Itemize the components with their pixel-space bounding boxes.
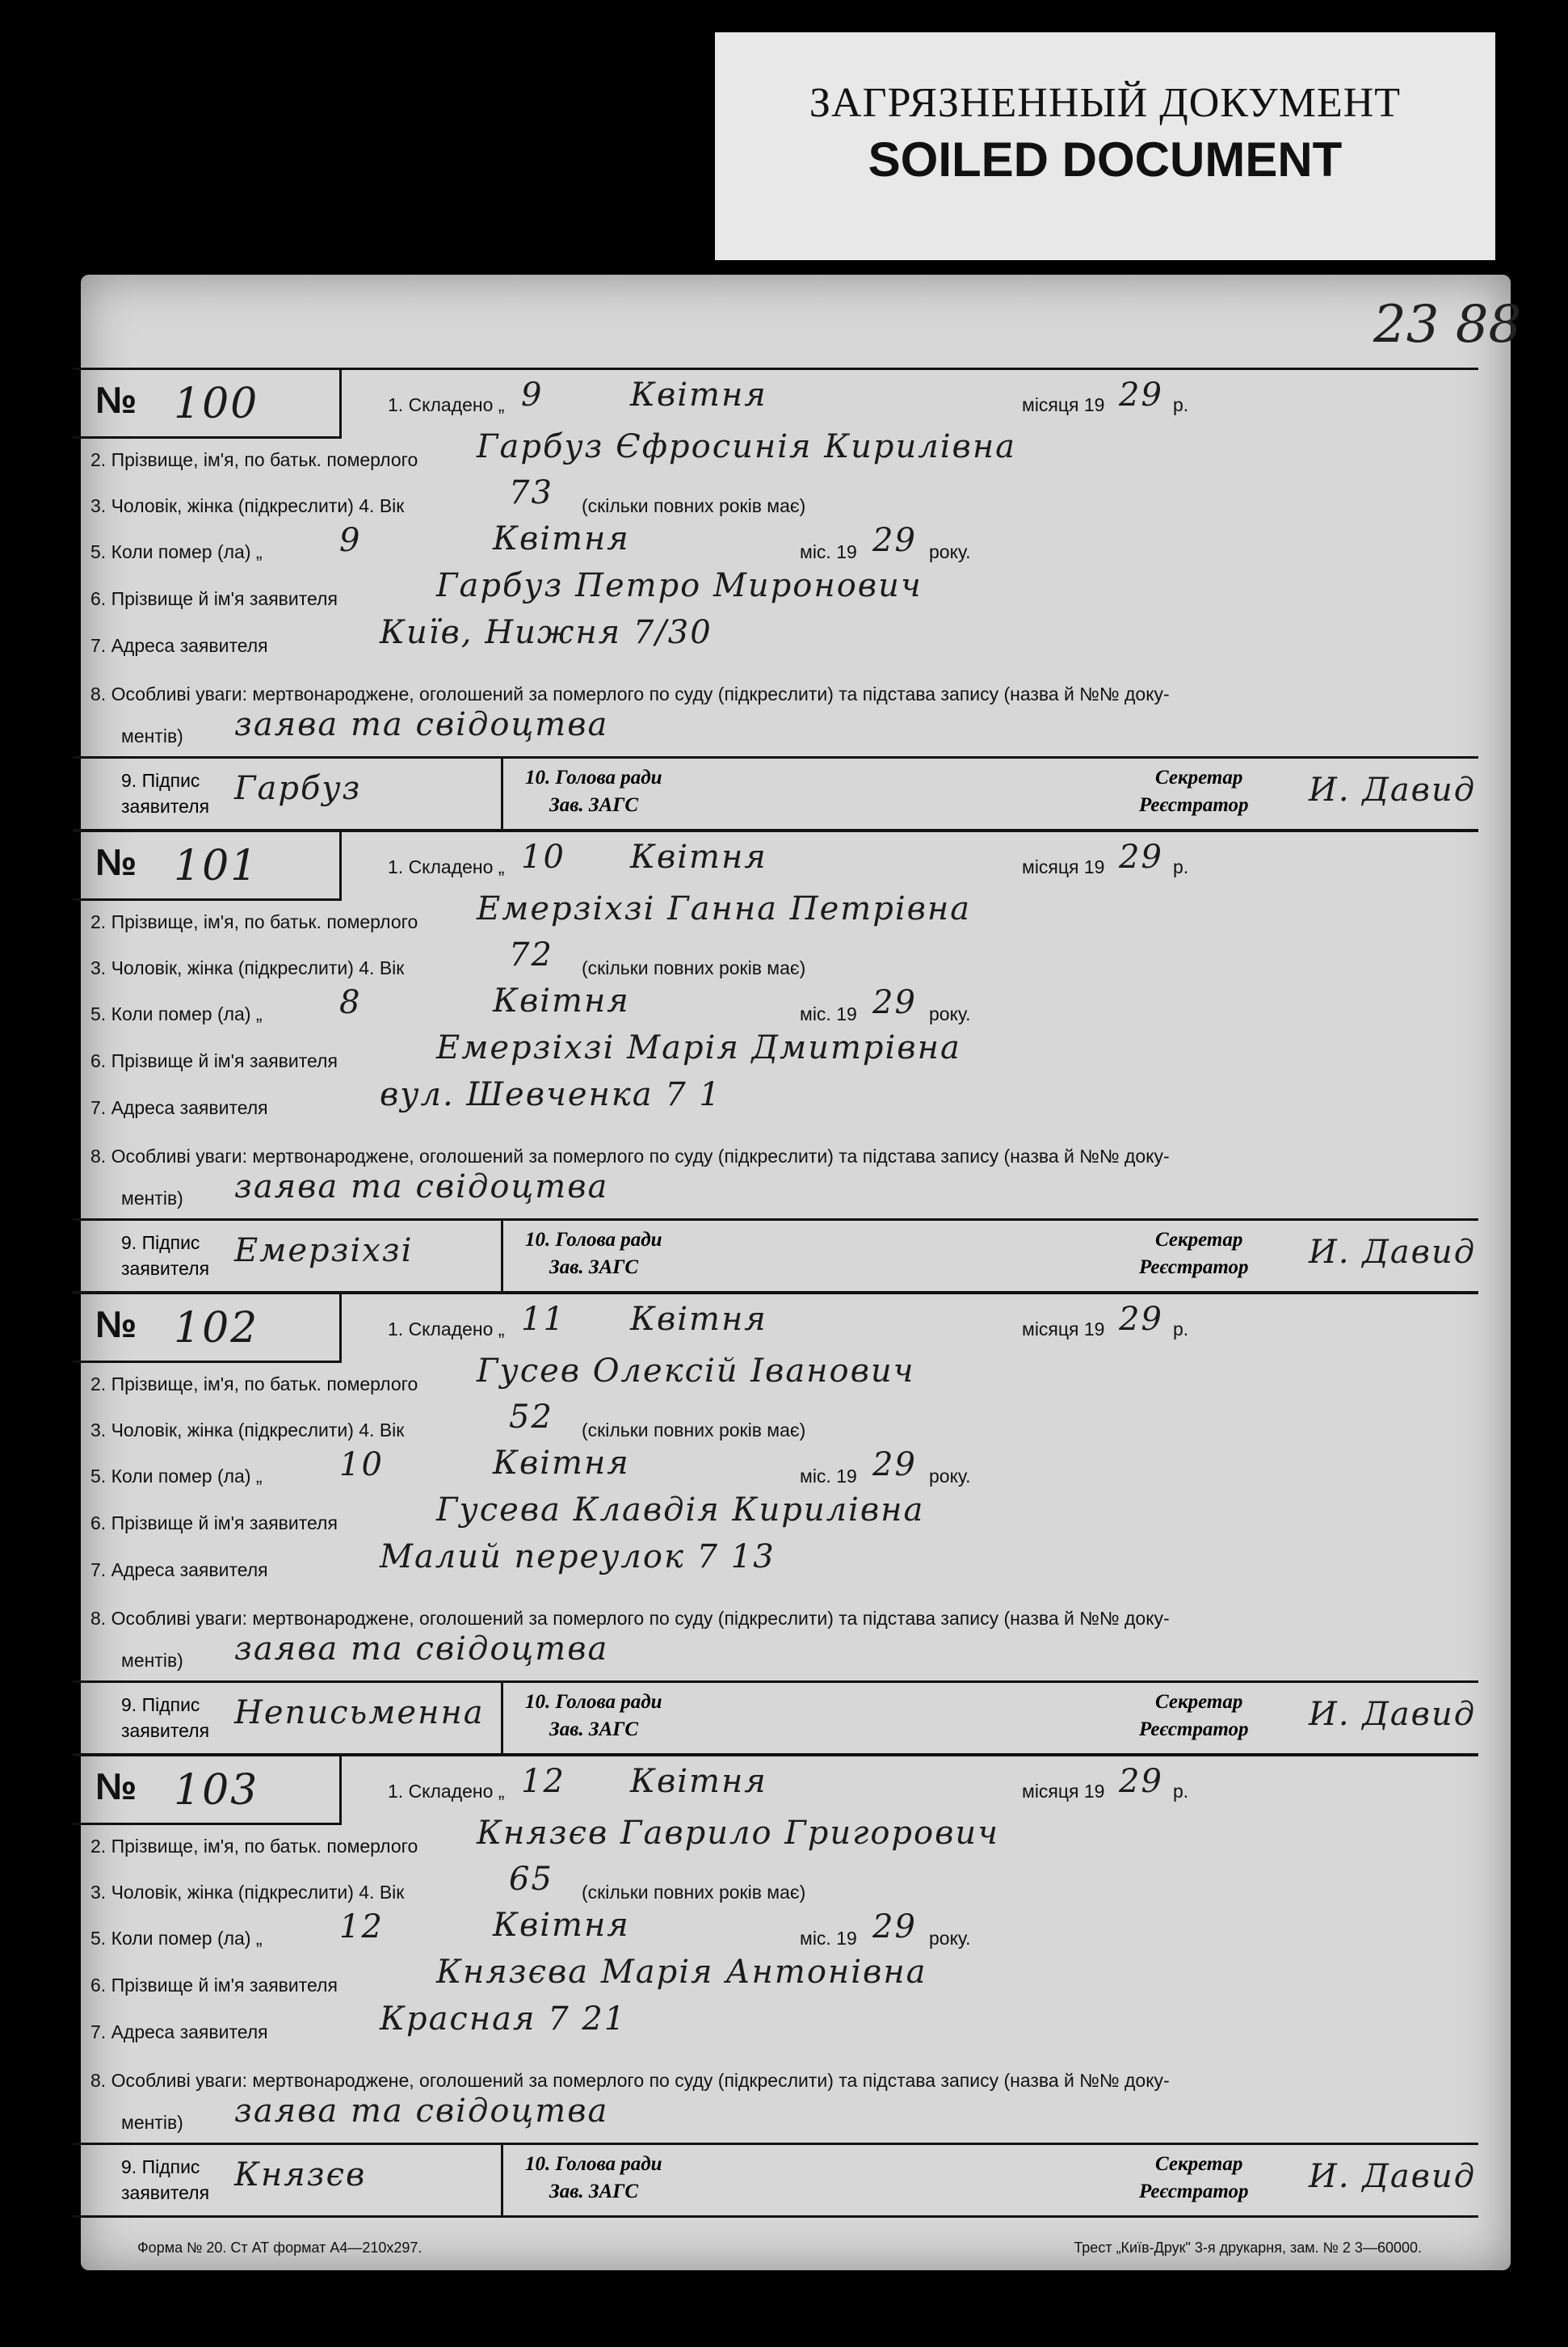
composed-year: 29 [1119, 839, 1163, 876]
record-number-box [73, 1756, 342, 1825]
notes-label: 8. Особливі уваги: мертвонароджене, оголошений за померлого по суду (підкреслити) та підстава запису (назва й №№ доку- [90, 2070, 1170, 2091]
zags-label: Зав. ЗАГС [549, 1718, 639, 1740]
applicant-address: Київ, Нижня 7/30 [380, 614, 713, 651]
official-signature-cell [501, 2145, 1478, 2216]
zags-label: Зав. ЗАГС [549, 1256, 639, 1278]
number-sign: № [95, 1765, 137, 1807]
composed-year: 29 [1119, 1301, 1163, 1338]
gender-age-label: 3. Чоловік, жінка (підкреслити) 4. Вік [90, 957, 405, 978]
applicant-signature-cell [73, 2145, 503, 2216]
address-label: 7. Адреса заявителя [90, 2021, 268, 2042]
composed-day: 11 [521, 1301, 565, 1338]
applicant-name: Гусева Клавдія Кирилівна [436, 1491, 925, 1529]
registrar-signature: И. Давид [1309, 2158, 1477, 2195]
mis-label: міс. 19 [800, 1003, 857, 1024]
zags-label: Зав. ЗАГС [549, 794, 639, 816]
month-label: місяця 19 [1022, 1319, 1105, 1340]
address-label: 7. Адреса заявителя [90, 1559, 268, 1580]
death-day: 12 [339, 1908, 384, 1945]
roku-label: року. [929, 1928, 971, 1949]
signature-row [73, 1218, 1478, 1292]
roku-label: року. [929, 541, 971, 562]
age-note: (скільки повних років має) [582, 1420, 806, 1441]
death-month: Квітня [493, 982, 630, 1020]
gender-age-label: 3. Чоловік, жінка (підкреслити) 4. Вік [90, 495, 405, 516]
death-record [73, 830, 1478, 1293]
record-number: 103 [174, 1766, 259, 1815]
death-record [73, 1292, 1478, 1756]
death-month: Квітня [493, 520, 630, 557]
age-note: (скільки повних років має) [582, 957, 806, 978]
mis-label: міс. 19 [800, 541, 857, 562]
sign-label: 9. Підпис [121, 770, 200, 791]
record-number: 101 [174, 842, 259, 890]
roku-label: року. [929, 1466, 971, 1487]
address-label: 7. Адреса заявителя [90, 1097, 268, 1118]
death-record [73, 368, 1478, 831]
deceased-label: 2. Прізвище, ім'я, по батьк. померлого [90, 911, 418, 932]
secretary-label: Секретар [1155, 767, 1243, 789]
sign-label: 9. Підпис [121, 1232, 200, 1253]
registrar-signature: И. Давид [1309, 772, 1477, 809]
number-sign: № [95, 379, 137, 421]
sign-label: 9. Підпис [121, 2156, 200, 2177]
head-label: 10. Голова ради [525, 767, 662, 789]
applicant-signature: Гарбуз [234, 770, 362, 807]
applicant-signature-cell [73, 1683, 503, 1754]
notes-label-cont: ментів) [121, 1188, 183, 1209]
died-label: 5. Коли помер (ла) „ [90, 1003, 263, 1024]
footer-printer: Трест „Київ-Друк" 3-я друкарня, зам. № 2 3—60000. [1074, 2240, 1422, 2256]
head-label: 10. Голова ради [525, 1229, 662, 1251]
soiled-document-stamp [715, 32, 1495, 260]
gender-age-label: 3. Чоловік, жінка (підкреслити) 4. Вік [90, 1420, 405, 1441]
applicant-label: 6. Прізвище й ім'я заявителя [90, 588, 338, 609]
sign-label-2: заявителя [121, 1720, 210, 1741]
record-number-box [73, 370, 342, 439]
year-suffix: р. [1173, 394, 1189, 415]
sign-label-2: заявителя [121, 1258, 210, 1279]
deceased-name: Гарбуз Єфросинія Кирилівна [477, 428, 1017, 465]
official-signature-cell [501, 1683, 1478, 1754]
composed-month: Квітня [630, 1763, 767, 1800]
address-label: 7. Адреса заявителя [90, 635, 268, 656]
applicant-name: Князєва Марія Антонівна [436, 1954, 927, 1991]
composed-label: 1. Складено „ [388, 1781, 505, 1802]
record-number: 100 [174, 380, 259, 428]
death-month: Квітня [493, 1907, 630, 1944]
year-suffix: р. [1173, 1781, 1189, 1802]
death-day: 9 [339, 522, 362, 559]
deceased-label: 2. Прізвище, ім'я, по батьк. померлого [90, 1373, 418, 1394]
registrar-label: Реєстратор [1139, 1718, 1249, 1740]
composed-month: Квітня [630, 1301, 767, 1338]
secretary-label: Секретар [1155, 2153, 1243, 2175]
notes-value: заява та свідоцтва [234, 706, 609, 743]
notes-value: заява та свідоцтва [234, 1630, 609, 1668]
death-day: 8 [339, 984, 362, 1021]
gender-age-label: 3. Чоловік, жінка (підкреслити) 4. Вік [90, 1882, 405, 1903]
applicant-address: Красная 7 21 [380, 2000, 627, 2038]
sign-label: 9. Підпис [121, 1694, 200, 1715]
composed-label: 1. Складено „ [388, 394, 505, 415]
notes-label: 8. Особливі уваги: мертвонароджене, оголошений за померлого по суду (підкреслити) та підстава запису (назва й №№ доку- [90, 683, 1170, 705]
composed-day: 9 [521, 376, 544, 414]
age-value: 52 [509, 1399, 553, 1436]
registrar-signature: И. Давид [1309, 1696, 1477, 1733]
composed-label: 1. Складено „ [388, 1319, 505, 1340]
notes-label: 8. Особливі уваги: мертвонароджене, оголошений за померлого по суду (підкреслити) та підстава запису (назва й №№ доку- [90, 1146, 1170, 1167]
signature-row [73, 1680, 1478, 1754]
sign-label-2: заявителя [121, 2182, 210, 2203]
month-label: місяця 19 [1022, 1781, 1105, 1802]
notes-label: 8. Особливі уваги: мертвонароджене, оголошений за померлого по суду (підкреслити) та підстава запису (назва й №№ доку- [90, 1608, 1170, 1629]
composed-year: 29 [1119, 376, 1163, 414]
notes-label-cont: ментів) [121, 2112, 183, 2133]
composed-year: 29 [1119, 1763, 1163, 1800]
year-suffix: р. [1173, 1319, 1189, 1340]
death-record [73, 1754, 1478, 2218]
stamp-line-en: SOILED DOCUMENT [868, 132, 1343, 187]
deceased-label: 2. Прізвище, ім'я, по батьк. померлого [90, 1836, 418, 1857]
applicant-signature: Князєв [234, 2156, 367, 2193]
official-signature-cell [501, 1221, 1478, 1292]
number-sign: № [95, 1303, 137, 1345]
notes-label-cont: ментів) [121, 726, 183, 747]
applicant-name: Емерзіхзі Марія Дмитрівна [436, 1029, 961, 1066]
applicant-signature-cell [73, 1221, 503, 1292]
death-day: 10 [339, 1446, 384, 1483]
death-year: 29 [872, 984, 917, 1021]
composed-day: 12 [521, 1763, 565, 1800]
applicant-label: 6. Прізвище й ім'я заявителя [90, 1050, 338, 1071]
died-label: 5. Коли помер (ла) „ [90, 1466, 263, 1487]
deceased-label: 2. Прізвище, ім'я, по батьк. померлого [90, 449, 418, 470]
age-value: 72 [509, 936, 553, 974]
death-year: 29 [872, 1908, 917, 1945]
head-label: 10. Голова ради [525, 2153, 662, 2175]
notes-label-cont: ментів) [121, 1650, 183, 1671]
age-note: (скільки повних років має) [582, 1882, 806, 1903]
head-label: 10. Голова ради [525, 1691, 662, 1713]
month-label: місяця 19 [1022, 394, 1105, 415]
applicant-label: 6. Прізвище й ім'я заявителя [90, 1512, 338, 1533]
death-year: 29 [872, 1446, 917, 1483]
secretary-label: Секретар [1155, 1691, 1243, 1713]
footer-form: Форма № 20. Ст АТ формат А4—210х297. [137, 2240, 422, 2256]
registrar-signature: И. Давид [1309, 1234, 1477, 1271]
signature-row [73, 2143, 1478, 2216]
zags-label: Зав. ЗАГС [549, 2181, 639, 2202]
applicant-signature: Неписьменна [234, 1694, 485, 1731]
print-footer [137, 2240, 1446, 2257]
death-year: 29 [872, 522, 917, 559]
deceased-name: Емерзіхзі Ганна Петрівна [477, 890, 972, 927]
registrar-label: Реєстратор [1139, 1256, 1249, 1278]
month-label: місяця 19 [1022, 856, 1105, 877]
age-value: 73 [509, 474, 553, 511]
applicant-signature-cell [73, 759, 503, 830]
record-number: 102 [174, 1304, 259, 1352]
deceased-name: Князєв Гаврило Григорович [477, 1815, 1000, 1852]
applicant-address: вул. Шевченка 7 1 [380, 1076, 721, 1113]
composed-month: Квітня [630, 839, 767, 876]
applicant-label: 6. Прізвище й ім'я заявителя [90, 1975, 338, 1996]
roku-label: року. [929, 1003, 971, 1024]
number-sign: № [95, 841, 137, 883]
signature-row [73, 756, 1478, 830]
record-number-box [73, 832, 342, 901]
folio-number: 23 88 [1373, 295, 1522, 355]
age-value: 65 [509, 1861, 553, 1898]
notes-value: заява та свідоцтва [234, 2093, 609, 2130]
stamp-line-ru: ЗАГРЯЗНЕННЫЙ ДОКУМЕНТ [809, 80, 1402, 126]
deceased-name: Гусев Олексій Іванович [477, 1352, 915, 1390]
composed-label: 1. Складено „ [388, 856, 505, 877]
composed-day: 10 [521, 839, 565, 876]
died-label: 5. Коли помер (ла) „ [90, 541, 263, 562]
secretary-label: Секретар [1155, 1229, 1243, 1251]
applicant-signature: Емерзіхзі [234, 1232, 414, 1269]
died-label: 5. Коли помер (ла) „ [90, 1928, 263, 1949]
mis-label: міс. 19 [800, 1928, 857, 1949]
applicant-address: Малий переулок 7 13 [380, 1538, 776, 1575]
sign-label-2: заявителя [121, 796, 210, 817]
applicant-name: Гарбуз Петро Миронович [436, 567, 923, 604]
composed-month: Квітня [630, 376, 767, 414]
notes-value: заява та свідоцтва [234, 1168, 609, 1205]
registrar-label: Реєстратор [1139, 794, 1249, 816]
age-note: (скільки повних років має) [582, 495, 806, 516]
mis-label: міс. 19 [800, 1466, 857, 1487]
death-month: Квітня [493, 1445, 630, 1482]
official-signature-cell [501, 759, 1478, 830]
year-suffix: р. [1173, 856, 1189, 877]
record-number-box [73, 1294, 342, 1363]
registrar-label: Реєстратор [1139, 2181, 1249, 2202]
